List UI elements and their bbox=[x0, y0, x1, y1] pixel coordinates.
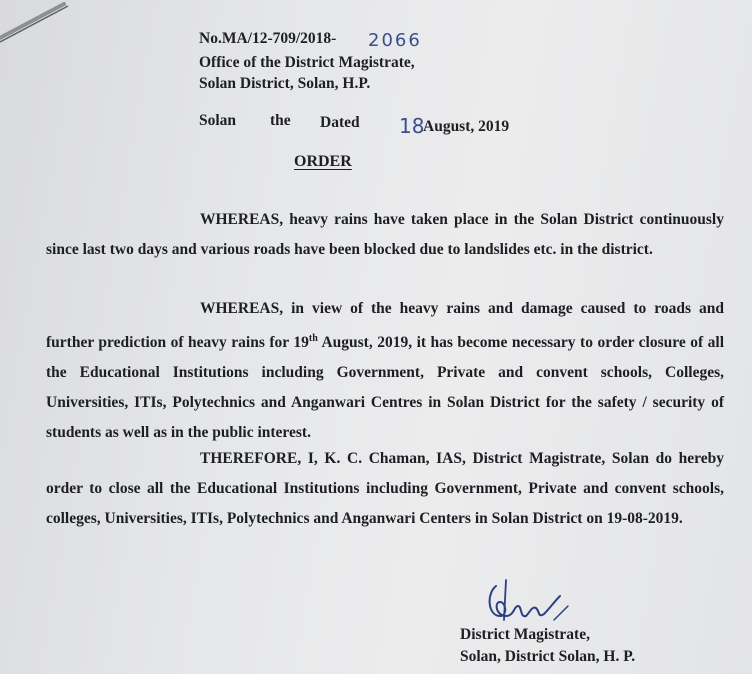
ordinal-suffix: th bbox=[308, 333, 318, 344]
paragraph-2-text-a: WHEREAS, in view of the heavy rains and damage caused to roads and further prediction of heavy rains for 19 bbox=[46, 300, 724, 352]
staple-mark bbox=[0, 0, 80, 44]
reference-handwritten: 2066 bbox=[368, 30, 422, 51]
paragraph-1-text: WHEREAS, heavy rains have taken place in the Solan District continuously since last two days and various roads have been blocked due to landslides etc. in the district. bbox=[46, 211, 724, 258]
reference-number bbox=[199, 30, 336, 48]
dated-label: Dated bbox=[320, 114, 360, 131]
paragraph-whereas-1 bbox=[46, 205, 724, 265]
reference-number-text: No.MA/12-709/2018- bbox=[199, 30, 337, 47]
date-day-handwritten: 18 bbox=[399, 114, 425, 138]
order-title: ORDER bbox=[294, 153, 352, 170]
place-label: Solan bbox=[199, 112, 237, 129]
date-month-year: August, 2019 bbox=[423, 118, 510, 135]
office-line-1: Office of the District Magistrate, bbox=[199, 54, 415, 71]
paragraph-therefore bbox=[46, 444, 724, 534]
signatory-block bbox=[460, 624, 635, 668]
handwritten-signature bbox=[484, 572, 574, 632]
paragraph-2-text-b: August, 2019, it has become necessary to order closure of all the Educational Institutions including Government, Private and convent schools, Colleges, Universities, ITIs, Polytechnics and Anganwari Centres in Solan District for the safety / security of students as well as in the public interest. bbox=[46, 334, 725, 442]
signatory-location: Solan, District Solan, H. P. bbox=[460, 648, 636, 665]
paragraph-3-text: THEREFORE, I, K. C. Chaman, IAS, District Magistrate, Solan do hereby order to close all the Educational Institutions including Government, Private and convent schools, colleges, Universities, ITIs, Polytechnics and Anganwari Centers in Solan District on 19-08-2019. bbox=[46, 450, 724, 527]
office-line-2: Solan District, Solan, H.P. bbox=[199, 75, 371, 92]
signatory-title: District Magistrate, bbox=[460, 626, 590, 643]
paragraph-whereas-2 bbox=[46, 294, 724, 448]
the-label: the bbox=[270, 112, 291, 129]
